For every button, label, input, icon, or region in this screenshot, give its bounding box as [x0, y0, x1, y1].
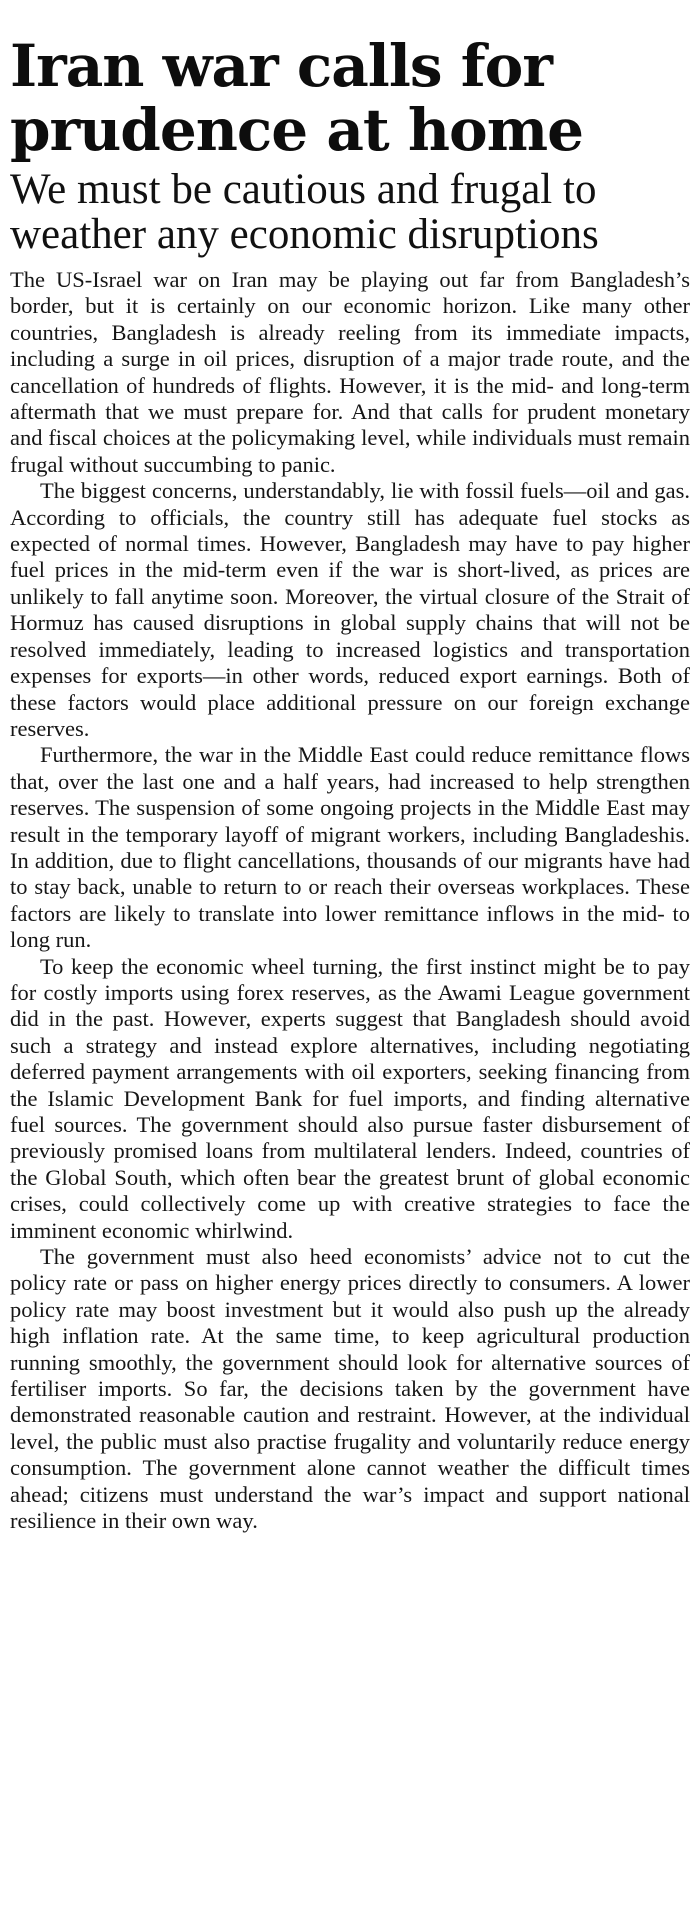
headline: Iran war calls for prudence at home: [10, 32, 584, 164]
paragraph: The biggest concerns, understandably, lie with fossil fuels—oil and gas. According to officials, the country still has adequate fuel stocks as expected of normal times. However, Bangladesh may have to pay higher fuel prices in the mid-term even if the war is short-lived, as prices are unlikely to fall anytime soon. Moreover, the virtual closure of the Strait of Hormuz has caused disruptions in global supply chains that will not be resolved immediately, leading to increased logistics and transportation expenses for exports—in other words, reduced export earnings. Both of these factors would place additional pressure on our foreign exchange reserves.: [10, 478, 690, 741]
article-body: [10, 267, 690, 1535]
subheadline: We must be cautious and frugal to weather any economic disruptions: [10, 166, 599, 258]
editorial-article: [10, 0, 690, 1535]
paragraph: The government must also heed economists’ advice not to cut the policy rate or pass on higher energy prices directly to consumers. A lower policy rate may boost investment but it would also push up the already high inflation rate. At the same time, to keep agricultural production running smoothly, the government should look for alternative sources of fertiliser imports. So far, the decisions taken by the government have demonstrated reasonable caution and restraint. However, at the individual level, the public must also practise frugality and voluntarily reduce energy consumption. The government alone cannot weather the difficult times ahead; citizens must understand the war’s impact and support national resilience in their own way.: [10, 1244, 690, 1534]
paragraph: Furthermore, the war in the Middle East could reduce remittance flows that, over the last one and a half years, had increased to help strengthen reserves. The suspension of some ongoing projects in the Middle East may result in the temporary layoff of migrant workers, including Bangladeshis. In addition, due to flight cancellations, thousands of our migrants have had to stay back, unable to return to or reach their overseas workplaces. These factors are likely to translate into lower remittance inflows in the mid- to long run.: [10, 742, 690, 953]
paragraph: To keep the economic wheel turning, the first instinct might be to pay for costly imports using forex reserves, as the Awami League government did in the past. However, experts suggest that Bangladesh should avoid such a strategy and instead explore alternatives, including negotiating deferred payment arrangements with oil exporters, seeking financing from the Islamic Development Bank for fuel imports, and finding alternative fuel sources. The government should also pursue faster disbursement of previously promised loans from multilateral lenders. Indeed, countries of the Global South, which often bear the greatest brunt of global economic crises, could collectively come up with creative strategies to face the imminent economic whirlwind.: [10, 953, 690, 1243]
paragraph: The US-Israel war on Iran may be playing out far from Bangladesh’s border, but it is certainly on our economic horizon. Like many other countries, Bangladesh is already reeling from its immediate impacts, including a surge in oil prices, disruption of a major trade route, and the cancellation of hundreds of flights. However, it is the mid- and long-term aftermath that we must prepare for. And that calls for prudent monetary and fiscal choices at the policymaking level, while individuals must remain frugal without succumbing to panic.: [10, 267, 690, 477]
